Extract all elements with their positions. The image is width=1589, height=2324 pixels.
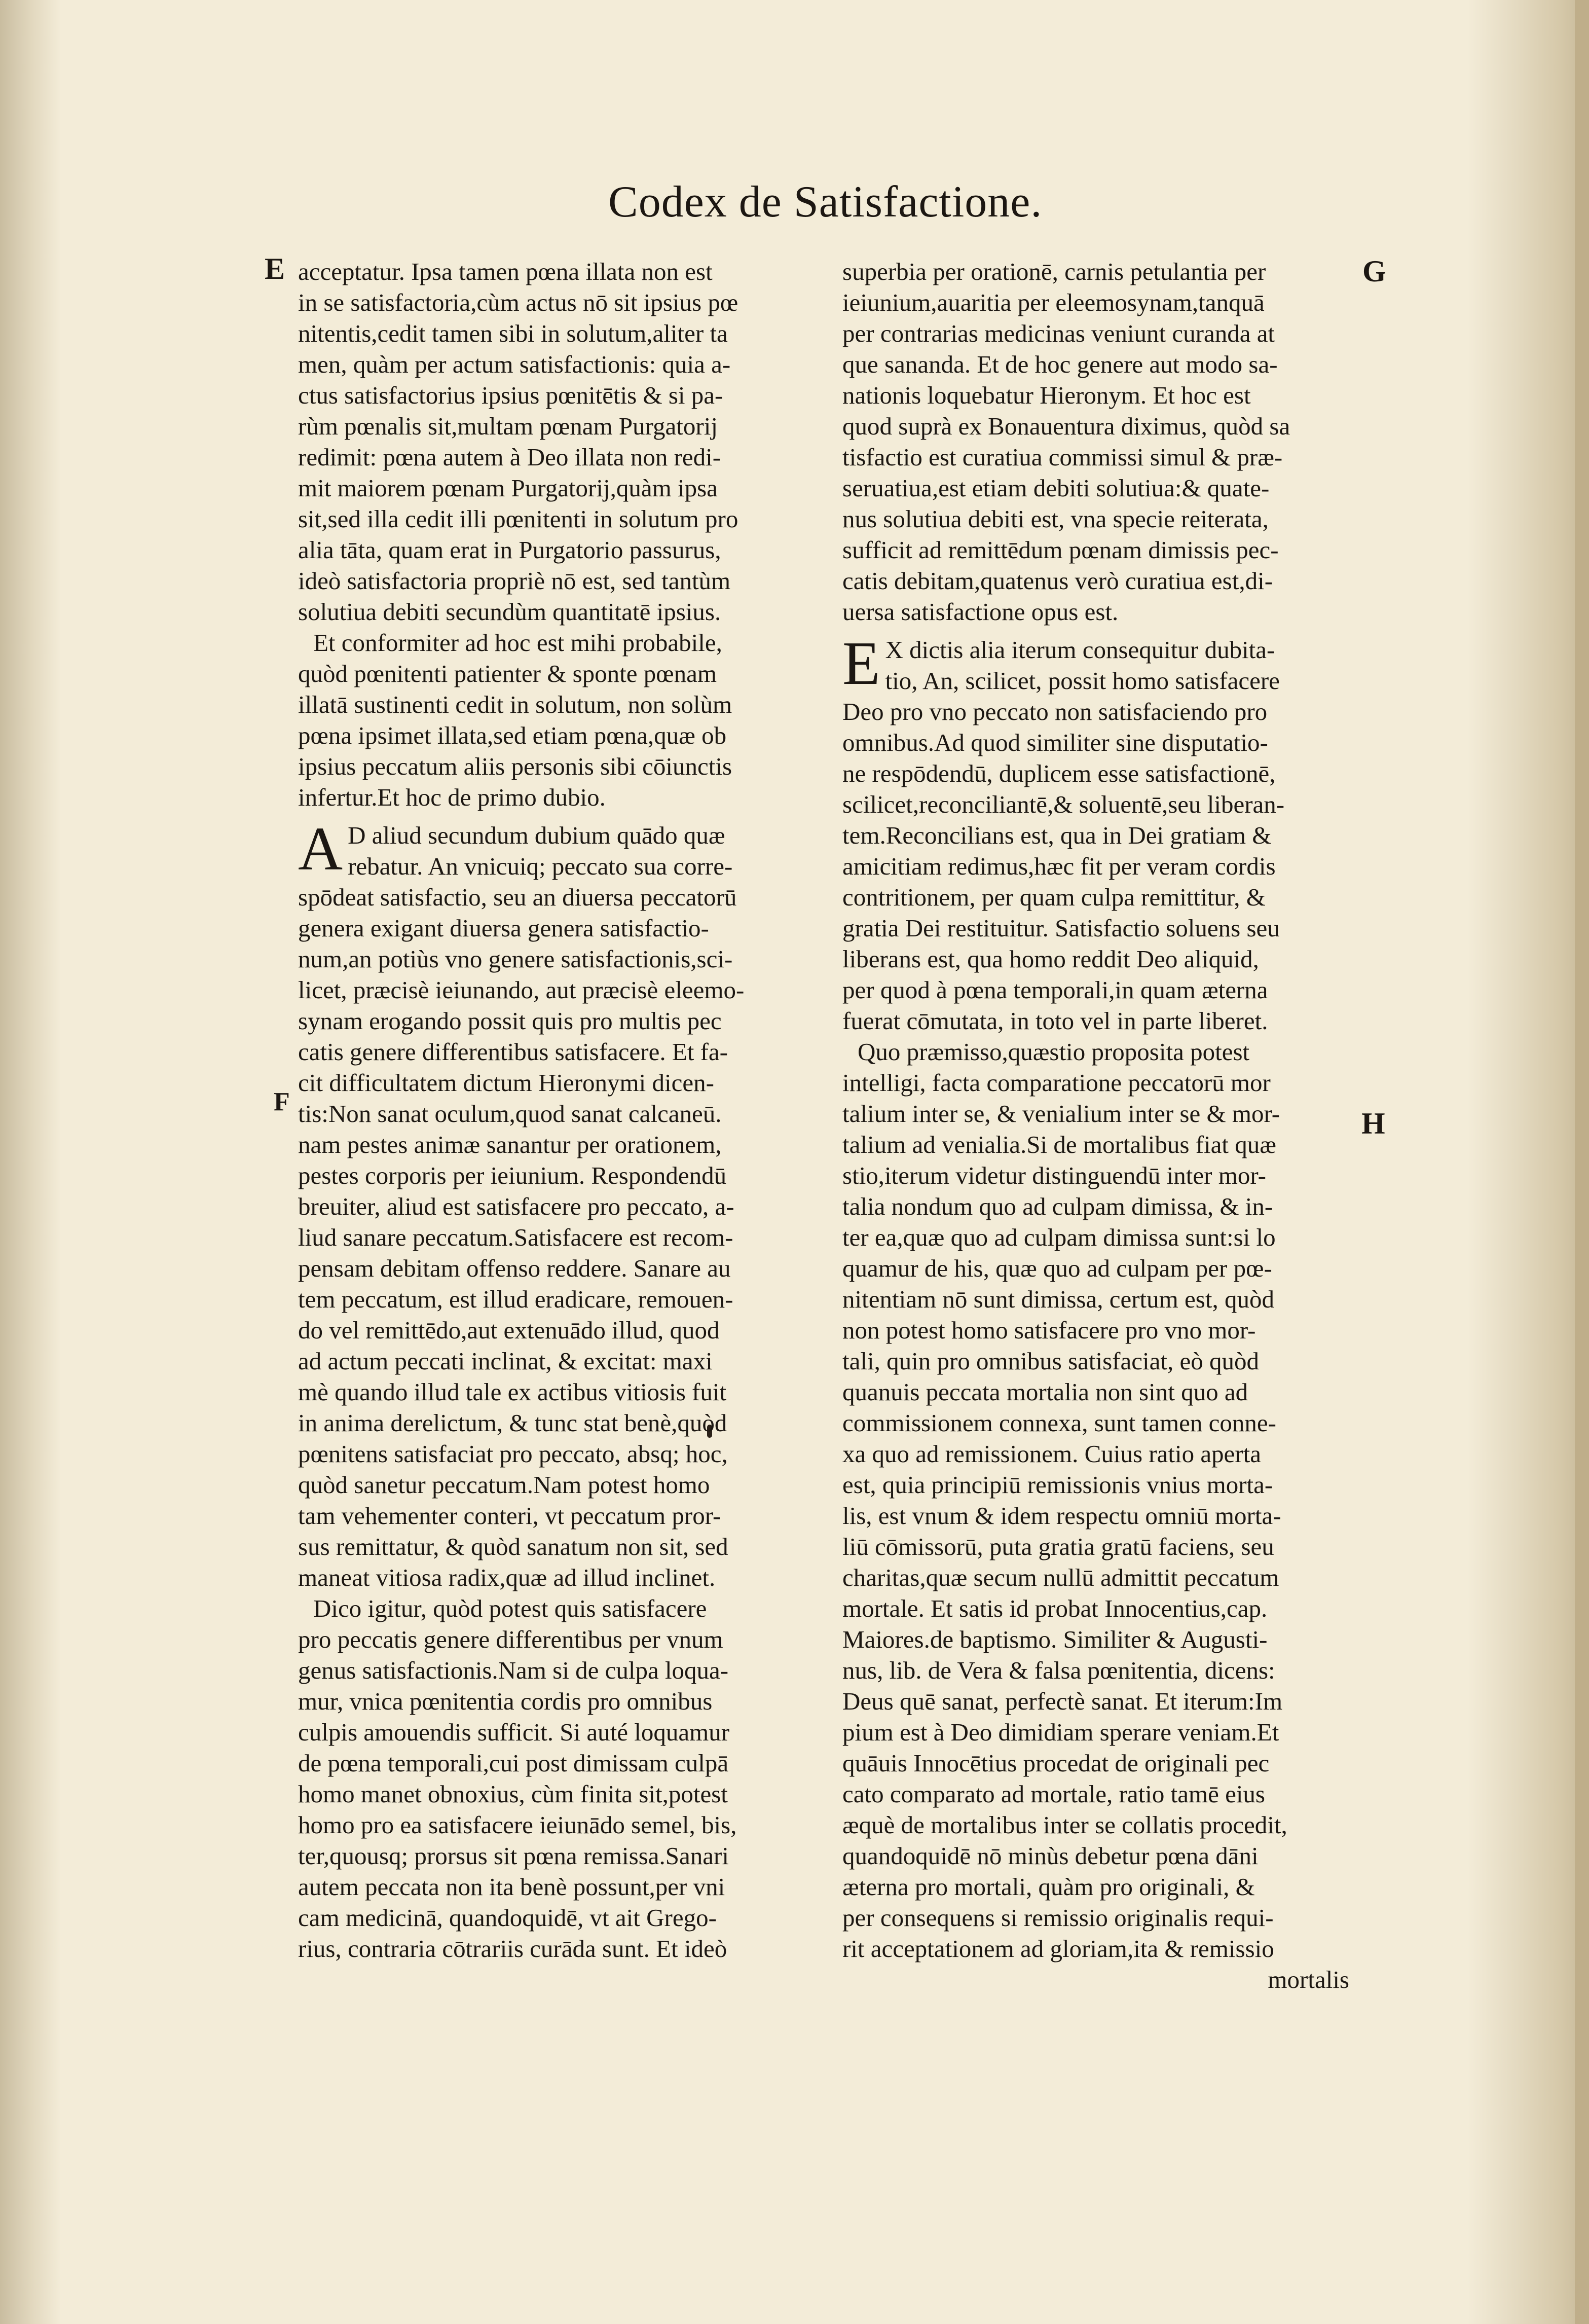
text-line: quāuis Innocētius procedat de originali pec xyxy=(842,1749,1270,1777)
text-line: nationis loquebatur Hieronym. Et hoc est xyxy=(842,381,1251,409)
drop-cap: E xyxy=(842,629,880,698)
text-line: ter,quousq; prorsus sit pœna remissa.Sanari xyxy=(298,1842,729,1870)
text-line: tio, An, scilicet, possit homo satisfacere xyxy=(885,667,1280,695)
running-head: Codex de Satisfactione. xyxy=(608,177,1043,227)
text-line: xa quo ad remissionem. Cuius ratio aperta xyxy=(842,1440,1261,1468)
text-line: contritionem, per quam culpa remittitur, & xyxy=(842,883,1266,911)
text-line: illatā sustinenti cedit in solutum, non solùm xyxy=(298,691,732,718)
text-line: sit,sed illa cedit illi pœnitenti in solutum pro xyxy=(298,505,738,533)
text-line: Deus quē sanat, perfectè sanat. Et iterum:Im xyxy=(842,1687,1283,1715)
text-line: ideò satisfactoria propriè nō est, sed tantùm xyxy=(298,567,731,595)
text-line: nus solutiua debiti est, vna specie reiterata, xyxy=(842,505,1269,533)
text-line: breuiter, aliud est satisfacere pro peccato, a- xyxy=(298,1192,734,1220)
text-line: tis:Non sanat oculum,quod sanat calcaneū. xyxy=(298,1100,722,1128)
text-line: talium inter se, & venialium inter se & mor- xyxy=(842,1100,1280,1128)
text-line: ipsius peccatum aliis personis sibi cōiunctis xyxy=(298,752,732,780)
text-line: mit maiorem pœnam Purgatorij,quàm ipsa xyxy=(298,474,718,502)
text-line: talium ad venialia.Si de mortalibus fiat quæ xyxy=(842,1131,1276,1158)
text-line: scilicet,reconciliantē,& soluentē,seu liberan- xyxy=(842,790,1285,818)
text-line: Et conformiter ad hoc est mihi probabile, xyxy=(313,629,722,657)
text-line: superbia per orationē, carnis petulantia per xyxy=(842,258,1266,285)
paragraph-2 xyxy=(298,627,805,813)
paragraph-4 xyxy=(298,1593,805,1964)
text-line: maneat vitiosa radix,quæ ad illud inclinet. xyxy=(298,1564,716,1591)
paragraph-3 xyxy=(842,1036,1349,1964)
paragraph-1 xyxy=(298,256,805,627)
text-line: ieiunium,auaritia per eleemosynam,tanquā xyxy=(842,288,1265,316)
margin-letter-g: G xyxy=(1362,255,1386,288)
text-line: de pœna temporali,cui post dimissam culpā xyxy=(298,1749,729,1777)
text-line: quòd pœnitenti patienter & sponte pœnam xyxy=(298,660,717,687)
paragraph-1 xyxy=(842,256,1349,627)
text-line: quandoquidē nō minùs debetur pœna dāni xyxy=(842,1842,1259,1870)
text-line: lis, est vnum & idem respectu omniū morta- xyxy=(842,1502,1281,1530)
text-line: alia tāta, quam erat in Purgatorio passurus, xyxy=(298,536,721,564)
text-line: nitentis,cedit tamen sibi in solutum,aliter ta xyxy=(298,319,728,347)
text-line: mur, vnica pœnitentia cordis pro omnibus xyxy=(298,1687,713,1715)
text-line: ne respōdendū, duplicem esse satisfactionē, xyxy=(842,759,1276,787)
text-line: charitas,quæ secum nullū admittit peccatum xyxy=(842,1564,1279,1591)
text-line: omnibus.Ad quod similiter sine disputatio- xyxy=(842,729,1268,756)
text-line: cato comparato ad mortale, ratio tamē eius xyxy=(842,1780,1266,1808)
text-line: amicitiam redimus,hæc fit per veram cordis xyxy=(842,852,1276,880)
text-line: cam medicinā, quandoquidē, vt ait Grego- xyxy=(298,1904,717,1932)
drop-cap: A xyxy=(298,815,343,883)
text-line: nitentiam nō sunt dimissa, certum est, quòd xyxy=(842,1285,1274,1313)
text-line: que sananda. Et de hoc genere aut modo sa- xyxy=(842,350,1278,378)
text-line: cit difficultatem dictum Hieronymi dicen- xyxy=(298,1069,714,1097)
text-line: men, quàm per actum satisfactionis: quia a- xyxy=(298,350,731,378)
text-line: seruatiua,est etiam debiti solutiua:& quate- xyxy=(842,474,1270,502)
text-line: liud sanare peccatum.Satisfacere est recom- xyxy=(298,1223,733,1251)
text-line: rius, contraria cōtrariis curāda sunt. Et ideò xyxy=(298,1935,727,1963)
text-line: rùm pœnalis sit,multam pœnam Purgatorij xyxy=(298,412,718,440)
catchword: mortalis xyxy=(1268,1966,1349,1993)
text-line: do vel remittēdo,aut extenuādo illud, quod xyxy=(298,1316,720,1344)
text-line: spōdeat satisfactio, seu an diuersa peccatorū xyxy=(298,883,737,911)
text-line: tam vehementer conteri, vt peccatum pror- xyxy=(298,1502,721,1530)
text-line: pium est à Deo dimidiam sperare veniam.Et xyxy=(842,1718,1279,1746)
text-line: gratia Dei restituitur. Satisfactio soluens seu xyxy=(842,914,1280,942)
right-column xyxy=(842,256,1349,1995)
text-line: culpis amouendis sufficit. Si auté loquamur xyxy=(298,1718,730,1746)
text-line: liū cōmissorū, puta gratia gratū faciens, seu xyxy=(842,1533,1274,1560)
text-line: D aliud secundum dubium quādo quæ xyxy=(348,821,725,849)
text-line: rit acceptationem ad gloriam,ita & remissio xyxy=(842,1935,1274,1963)
text-line: pro peccatis genere differentibus per vnum xyxy=(298,1625,723,1653)
text-line: infertur.Et hoc de primo dubio. xyxy=(298,783,606,811)
text-line: ctus satisfactorius ipsius pœnitētis & si pa- xyxy=(298,381,723,409)
text-line: catis genere differentibus satisfacere. Et fa- xyxy=(298,1038,728,1066)
text-line: in se satisfactoria,cùm actus nō sit ipsius pœ xyxy=(298,288,738,316)
paragraph-3 xyxy=(298,815,805,1593)
text-line: nus, lib. de Vera & falsa pœnitentia, dicens: xyxy=(842,1656,1275,1684)
text-line: quamur de his, quæ quo ad culpam per pœ- xyxy=(842,1254,1272,1282)
text-line: æterna pro mortali, quàm pro originali, & xyxy=(842,1873,1255,1901)
page-edge-strip xyxy=(1575,0,1589,2324)
page-edge-shadow xyxy=(1467,0,1589,2324)
text-line: tem.Reconcilians est, qua in Dei gratiam & xyxy=(842,821,1272,849)
text-line: liberans est, qua homo reddit Deo aliquid, xyxy=(842,945,1259,973)
text-line: mè quando illud tale ex actibus vitiosis fuit xyxy=(298,1378,727,1406)
text-line: homo pro ea satisfacere ieiunādo semel, bis, xyxy=(298,1811,737,1839)
text-line: in anima derelictum, & tunc stat benè,quòd xyxy=(298,1409,727,1437)
text-line: æquè de mortalibus inter se collatis procedit, xyxy=(842,1811,1287,1839)
text-line: X dictis alia iterum consequitur dubita- xyxy=(885,636,1275,664)
text-line: commissionem connexa, sunt tamen conne- xyxy=(842,1409,1276,1437)
margin-letter-f: F xyxy=(274,1087,290,1116)
text-line: autem peccata non ita benè possunt,per vni xyxy=(298,1873,725,1901)
text-line: talia nondum quo ad culpam dimissa, & in- xyxy=(842,1192,1273,1220)
text-line: nam pestes animæ sanantur per orationem, xyxy=(298,1131,722,1158)
text-line: acceptatur. Ipsa tamen pœna illata non est xyxy=(298,258,713,285)
text-line: homo manet obnoxius, cùm finita sit,potest xyxy=(298,1780,728,1808)
text-line: licet, præcisè ieiunando, aut præcisè eleemo- xyxy=(298,976,745,1004)
text-line: quòd sanetur peccatum.Nam potest homo xyxy=(298,1471,710,1499)
text-line: redimit: pœna autem à Deo illata non redi- xyxy=(298,443,721,471)
margin-letter-e: E xyxy=(265,252,285,285)
text-line: solutiua debiti secundùm quantitatē ipsius. xyxy=(298,598,721,626)
text-line: ad actum peccati inclinat, & excitat: maxi xyxy=(298,1347,713,1375)
text-line: per quod à pœna temporali,in quam æterna xyxy=(842,976,1268,1004)
text-line: est, quia principiū remissionis vnius morta- xyxy=(842,1471,1273,1499)
text-line: tem peccatum, est illud eradicare, remouen- xyxy=(298,1285,733,1313)
text-line: genera exigant diuersa genera satisfactio- xyxy=(298,914,709,942)
text-line: num,an potiùs vno genere satisfactionis,sci- xyxy=(298,945,733,973)
text-line: pensam debitam offenso reddere. Sanare au xyxy=(298,1254,731,1282)
text-line: stio,iterum videtur distinguendū inter mor- xyxy=(842,1161,1266,1189)
text-line: catis debitam,quatenus verò curatiua est,di- xyxy=(842,567,1273,595)
text-line: ter ea,quæ quo ad culpam dimissa sunt:si lo xyxy=(842,1223,1276,1251)
gutter-shadow xyxy=(0,0,61,2324)
text-line: Quo præmisso,quæstio proposita potest xyxy=(858,1038,1250,1066)
text-line: fuerat cōmutata, in toto vel in parte liberet. xyxy=(842,1007,1268,1035)
text-line: quanuis peccata mortalia non sint quo ad xyxy=(842,1378,1248,1406)
text-line: non potest homo satisfacere pro vno mor- xyxy=(842,1316,1256,1344)
text-line: uersa satisfactione opus est. xyxy=(842,598,1119,626)
text-line: sus remittatur, & quòd sanatum non sit, sed xyxy=(298,1533,728,1560)
text-line: per consequens si remissio originalis requi- xyxy=(842,1904,1274,1932)
margin-letter-h: H xyxy=(1361,1107,1385,1140)
text-line: mortale. Et satis id probat Innocentius,cap. xyxy=(842,1594,1268,1622)
text-line: intelligi, facta comparatione peccatorū mor xyxy=(842,1069,1271,1097)
text-line: per contrarias medicinas veniunt curanda at xyxy=(842,319,1275,347)
text-line: tali, quin pro omnibus satisfaciat, eò quòd xyxy=(842,1347,1259,1375)
text-line: Deo pro vno peccato non satisfaciendo pro xyxy=(842,698,1268,725)
text-line: sufficit ad remittēdum pœnam dimissis pec- xyxy=(842,536,1279,564)
text-line: Dico igitur, quòd potest quis satisfacere xyxy=(313,1594,707,1622)
text-line: pœna ipsimet illata,sed etiam pœna,quæ ob xyxy=(298,721,727,749)
text-line: pœnitens satisfaciat pro peccato, absq; hoc, xyxy=(298,1440,728,1468)
left-column xyxy=(298,256,805,1964)
text-line: tisfactio est curatiua commissi simul & præ- xyxy=(842,443,1283,471)
text-line: rebatur. An vnicuiq; peccato sua corre- xyxy=(348,852,733,880)
text-line: genus satisfactionis.Nam si de culpa loqua- xyxy=(298,1656,729,1684)
text-line: Maiores.de baptismo. Similiter & Augusti- xyxy=(842,1625,1268,1653)
text-line: quod suprà ex Bonauentura diximus, quòd sa xyxy=(842,412,1290,440)
text-line: synam erogando possit quis pro multis pec xyxy=(298,1007,722,1035)
paragraph-2 xyxy=(842,629,1349,1036)
text-line: pestes corporis per ieiunium. Respondendū xyxy=(298,1161,727,1189)
